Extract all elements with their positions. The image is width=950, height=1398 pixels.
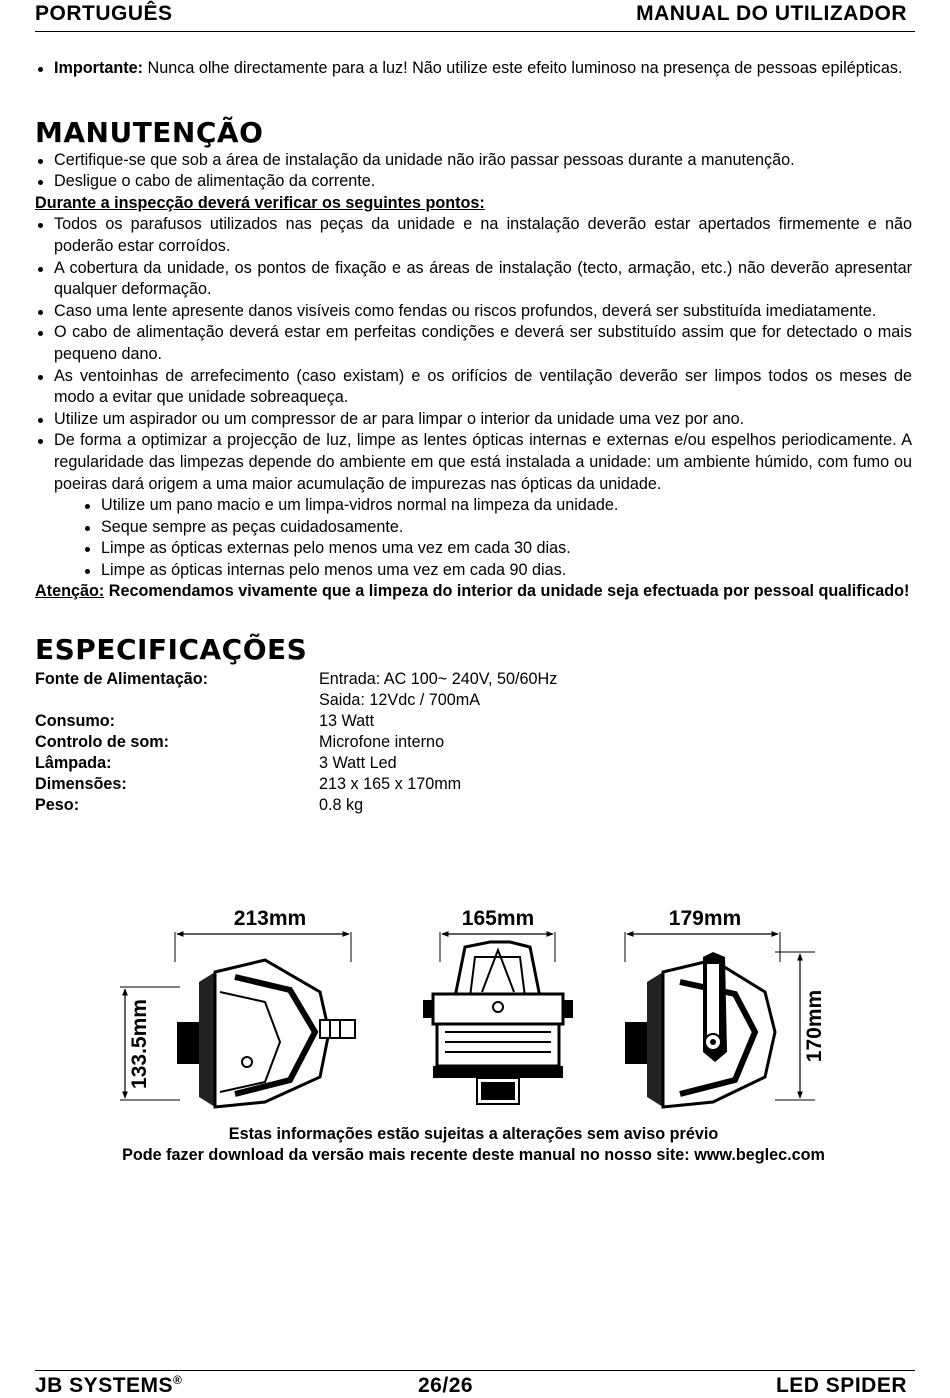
front-width-label: 165mm: [461, 907, 535, 930]
list-item: Desligue o cabo de alimentação da corrente.: [35, 171, 912, 193]
spec-key: Dimensões:: [35, 775, 127, 794]
spec-value: Entrada: AC 100~ 240V, 50/60Hz: [319, 670, 558, 689]
cleaning-sub-list: [35, 495, 912, 581]
footer-model: LED SPIDER: [775, 1374, 907, 1397]
intro-warning: [35, 58, 912, 80]
side-view-drawing: [120, 907, 355, 1107]
maintenance-title: MANUTENÇÃO: [35, 115, 264, 149]
intro-text: Nunca olhe directamente para a luz! Não utilize este efeito luminoso na presença de pessoas epilépticas.: [143, 59, 903, 77]
attention-text: Recomendamos vivamente que a limpeza do interior da unidade seja efectuada por pessoal qualificado!: [104, 582, 910, 601]
intro-label: Importante:: [54, 59, 144, 77]
table-row: [35, 690, 557, 711]
spec-value: 0.8 kg: [319, 796, 364, 815]
front-view-drawing: [423, 907, 573, 1104]
footer-registered-mark: ®: [173, 1373, 183, 1387]
list-item: Seque sempre as peças cuidadosamente.: [82, 517, 912, 539]
list-item: Caso uma lente apresente danos visíveis como fendas ou riscos profundos, deverá ser substituída imediatamente.: [35, 301, 912, 323]
inspection-title: Durante a inspecção deverá verificar os seguintes pontos:: [35, 193, 485, 212]
spec-key: Fonte de Alimentação:: [35, 670, 208, 689]
spec-value: 13 Watt: [319, 712, 375, 731]
table-row: [35, 753, 557, 774]
dimension-drawings: [115, 902, 835, 1112]
list-item: A cobertura da unidade, os pontos de fixação e as áreas de instalação (tecto, armação, etc.) não deverão apresentar qualquer deformação.: [35, 258, 912, 301]
side-view-2-drawing: [625, 907, 826, 1107]
disclaimer-line-1: Estas informações estão sujeitas a alterações sem aviso prévio: [228, 1125, 719, 1143]
inspection-list: [35, 214, 912, 495]
specs-table: [35, 669, 557, 816]
list-item: Todos os parafusos utilizados nas peças da unidade e na instalação deverão estar apertados firmemente e não poderão estar corroídos.: [35, 214, 912, 257]
specs-title: ESPECIFICAÇÕES: [35, 633, 308, 667]
spec-value: Microfone interno: [319, 733, 445, 752]
table-row: [35, 774, 557, 795]
page-content: [35, 58, 912, 816]
disclaimer: [35, 1124, 912, 1166]
list-item: Utilize um aspirador ou um compressor de ar para limpar o interior da unidade uma vez por ano.: [35, 409, 912, 431]
intro-list: [35, 58, 912, 80]
side2-width-label: 179mm: [668, 907, 742, 930]
footer-page-number: 26/26: [418, 1374, 474, 1397]
side-width-label: 213mm: [233, 907, 307, 930]
spec-key: Consumo:: [35, 712, 116, 731]
table-row: [35, 711, 557, 732]
table-row: [35, 669, 557, 690]
list-item: As ventoinhas de arrefecimento (caso existam) e os orifícios de ventilação deverão ser limpos todos os meses de modo a evitar que unidade sobreaqueça.: [35, 366, 912, 409]
spec-key: Peso:: [35, 796, 80, 815]
list-item: Limpe as ópticas internas pelo menos uma vez em cada 90 dias.: [82, 560, 912, 582]
header-language: PORTUGUÊS: [35, 2, 173, 25]
side-height-label: 133.5mm: [128, 999, 151, 1089]
footer-brand: [35, 1375, 182, 1397]
table-row: [35, 732, 557, 753]
list-item: De forma a optimizar a projecção de luz, limpe as lentes ópticas internas e externas e/ou espelhos periodicamente. A regularidade das limpezas depende do ambiente em que está instalada a unidade: um ambiente húmido, com fumo ou poeiras dará origem a uma maior acumulação de impurezas nas ópticas da unidade.: [35, 430, 912, 495]
spec-key: [35, 690, 319, 711]
spec-key: Controlo de som:: [35, 733, 169, 752]
side2-height-label: 170mm: [803, 989, 826, 1063]
maintenance-list: [35, 150, 912, 193]
disclaimer-line-2: Pode fazer download da versão mais recente deste manual no nosso site: www.beglec.com: [122, 1146, 825, 1164]
list-item: Utilize um pano macio e um limpa-vidros normal na limpeza da unidade.: [82, 495, 912, 517]
header-manual-title: MANUAL DO UTILIZADOR: [636, 2, 907, 25]
spec-value: Saida: 12Vdc / 700mA: [319, 691, 481, 710]
spec-value: 3 Watt Led: [319, 754, 397, 773]
list-item: O cabo de alimentação deverá estar em perfeitas condições e deverá ser substituído assim que for detectado o mais pequeno dano.: [35, 322, 912, 365]
spec-key: Lâmpada:: [35, 754, 112, 773]
footer-brand-name: JB SYSTEMS: [35, 1374, 174, 1397]
spec-value: 213 x 165 x 170mm: [319, 775, 462, 794]
attention-note: [35, 581, 912, 603]
table-row: [35, 795, 557, 816]
list-item: Certifique-se que sob a área de instalação da unidade não irão passar pessoas durante a manutenção.: [35, 150, 912, 172]
page-header: [35, 0, 915, 32]
page-footer: [35, 1370, 915, 1398]
list-item: Limpe as ópticas externas pelo menos uma vez em cada 30 dias.: [82, 538, 912, 560]
attention-label: Atenção:: [35, 582, 105, 601]
